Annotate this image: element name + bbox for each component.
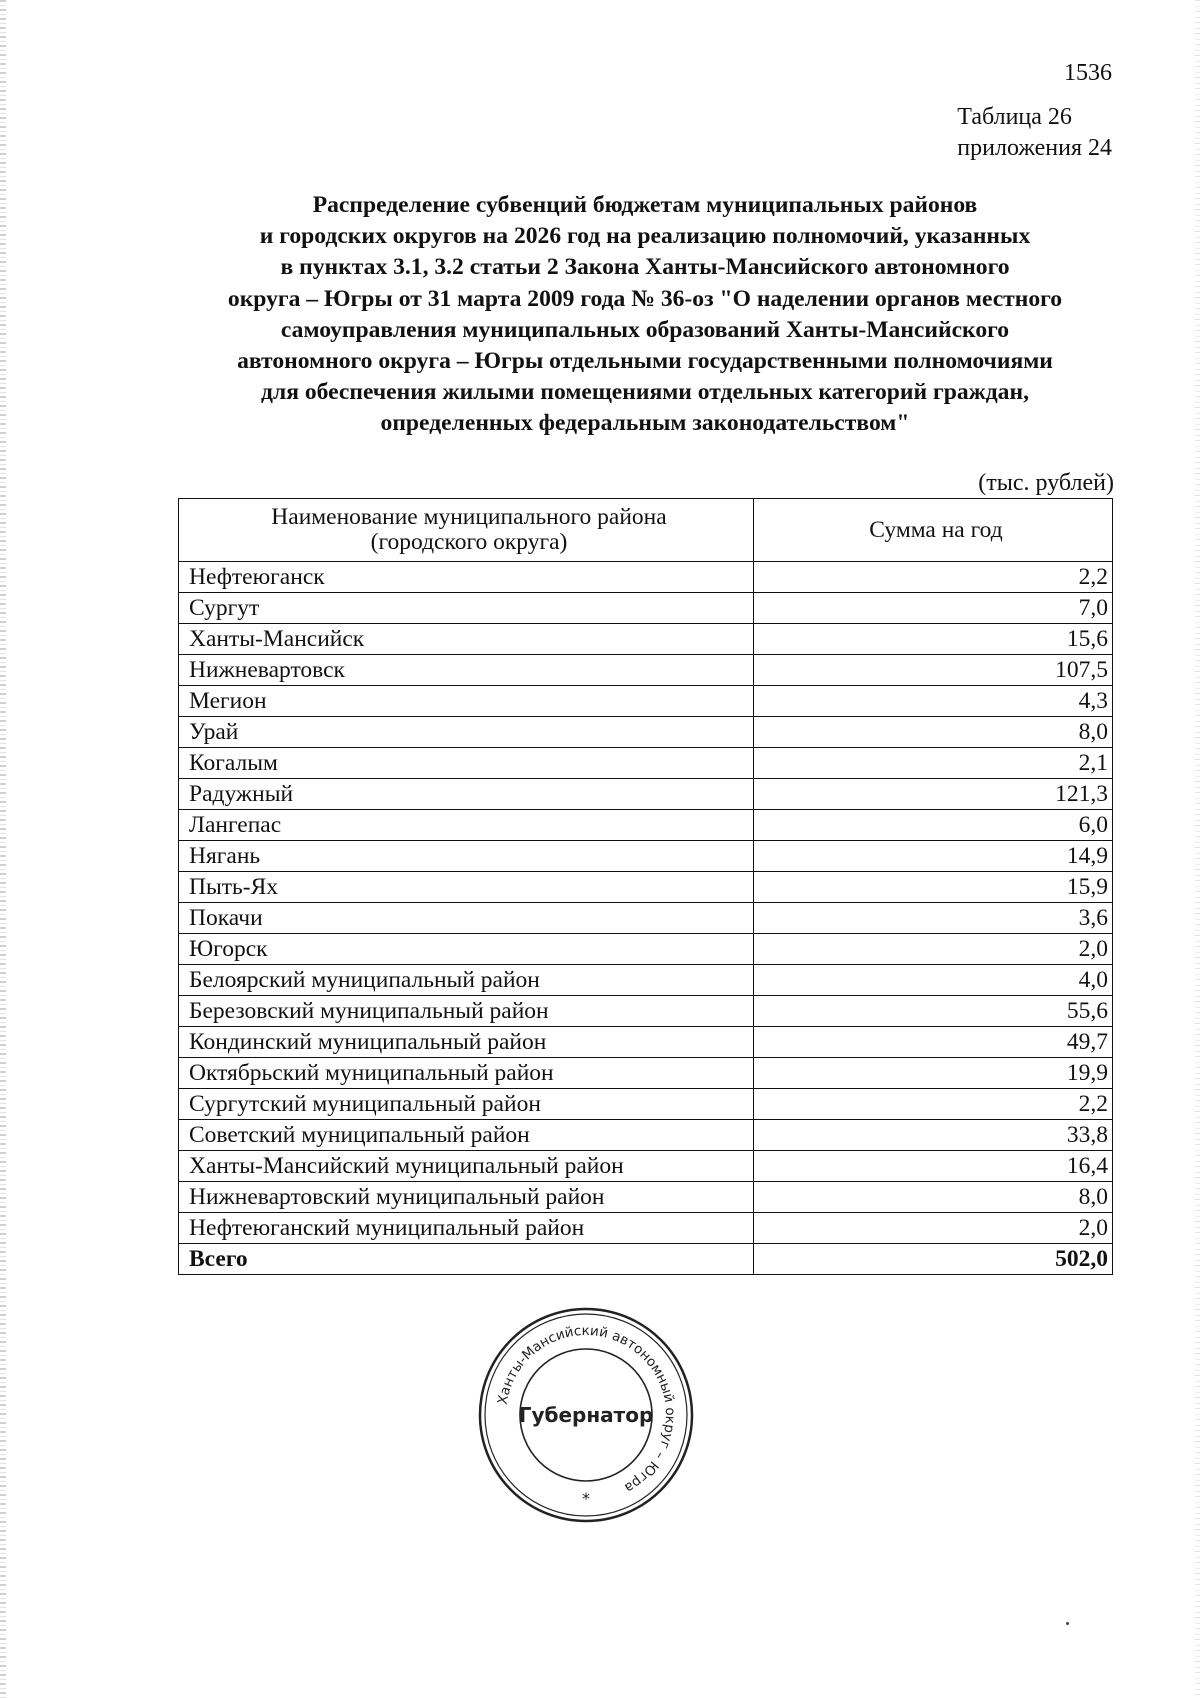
title-line: определенных федеральным законодательством" [380, 410, 910, 437]
municipality-name: Сургутский муниципальный район [179, 1089, 754, 1120]
total-label: Всего [179, 1244, 754, 1275]
municipality-name: Нягань [179, 841, 754, 872]
municipality-name: Лангепас [179, 810, 754, 841]
amount-value: 2,2 [754, 562, 1113, 593]
amount-value: 14,9 [754, 841, 1113, 872]
amount-value: 33,8 [754, 1120, 1113, 1151]
table-row [179, 965, 1113, 996]
amount-value: 2,0 [754, 1213, 1113, 1244]
municipality-name: Сургут [179, 593, 754, 624]
table-row [179, 872, 1113, 903]
total-value: 502,0 [754, 1244, 1113, 1275]
amount-value: 19,9 [754, 1058, 1113, 1089]
table-row [179, 686, 1113, 717]
amount-value: 121,3 [754, 779, 1113, 810]
title-line: автономного округа – Югры отдельными государственными полномочиями [237, 348, 1053, 375]
municipality-name: Пыть-Ях [179, 872, 754, 903]
seal-center-text: Губернатор [518, 1403, 654, 1427]
table-row [179, 717, 1113, 748]
amount-value: 55,6 [754, 996, 1113, 1027]
municipality-name: Нефтеюганский муниципальный район [179, 1213, 754, 1244]
amount-value: 49,7 [754, 1027, 1113, 1058]
table-row [179, 1213, 1113, 1244]
municipality-name: Радужный [179, 779, 754, 810]
table-row [179, 1058, 1113, 1089]
municipality-name: Мегион [179, 686, 754, 717]
table-row [179, 593, 1113, 624]
header-name [179, 499, 754, 562]
table-row [179, 779, 1113, 810]
amount-value: 16,4 [754, 1151, 1113, 1182]
amount-value: 7,0 [754, 593, 1113, 624]
amount-value: 4,3 [754, 686, 1113, 717]
table-row [179, 1120, 1113, 1151]
scan-edge-right [1195, 0, 1200, 1698]
table-row [179, 903, 1113, 934]
title-line: и городских округов на 2026 год на реализацию полномочий, указанных [259, 223, 1031, 250]
document-title [175, 190, 1115, 440]
municipality-name: Белоярский муниципальный район [179, 965, 754, 996]
municipality-name: Югорск [179, 934, 754, 965]
scan-edge-left [0, 0, 6, 1698]
seal-star: * [582, 1489, 590, 1508]
amount-value: 6,0 [754, 810, 1113, 841]
table-row [179, 655, 1113, 686]
annex-reference [957, 102, 1112, 164]
municipality-name: Советский муниципальный район [179, 1120, 754, 1151]
title-line: округа – Югры от 31 марта 2009 года № 36-оз "О наделении органов местного [227, 285, 1063, 312]
table-row [179, 562, 1113, 593]
header-name-line2: (городского округа) [370, 529, 568, 555]
amount-value: 3,6 [754, 903, 1113, 934]
table-row [179, 996, 1113, 1027]
table-header-row [179, 499, 1113, 562]
amount-value: 2,0 [754, 934, 1113, 965]
amount-value: 2,2 [754, 1089, 1113, 1120]
table-row [179, 841, 1113, 872]
municipality-name: Когалым [179, 748, 754, 779]
table-row [179, 1027, 1113, 1058]
table-reference: Таблица 26 [957, 104, 1072, 130]
table-row [179, 1089, 1113, 1120]
amount-value: 4,0 [754, 965, 1113, 996]
municipality-name: Нижневартовск [179, 655, 754, 686]
title-line: Распределение субвенций бюджетам муниципальных районов [312, 192, 978, 218]
title-line: для обеспечения жилыми помещениями отдельных категорий граждан, [261, 379, 1029, 406]
municipality-name: Ханты-Мансийск [179, 624, 754, 655]
table-row [179, 1182, 1113, 1213]
title-line: самоуправления муниципальных образований Ханты-Мансийского [280, 316, 1010, 343]
municipality-name: Березовский муниципальный район [179, 996, 754, 1027]
municipality-name: Октябрьский муниципальный район [179, 1058, 754, 1089]
table-row [179, 624, 1113, 655]
annex-number: приложения 24 [957, 135, 1112, 161]
total-row [179, 1244, 1113, 1275]
amount-value: 2,1 [754, 748, 1113, 779]
municipality-name: Ханты-Мансийский муниципальный район [179, 1151, 754, 1182]
municipality-name: Покачи [179, 903, 754, 934]
page-number: 1536 [1064, 60, 1112, 86]
governor-seal [476, 1305, 696, 1525]
municipality-name: Урай [179, 717, 754, 748]
header-amount: Сумма на год [754, 499, 1113, 562]
municipality-name: Кондинский муниципальный район [179, 1027, 754, 1058]
table-row [179, 810, 1113, 841]
amount-value: 8,0 [754, 1182, 1113, 1213]
municipality-name: Нижневартовский муниципальный район [179, 1182, 754, 1213]
table-row [179, 748, 1113, 779]
subvention-table [178, 498, 1113, 1275]
amount-value: 107,5 [754, 655, 1113, 686]
unit-label: (тыс. рублей) [978, 470, 1114, 496]
table-row [179, 1151, 1113, 1182]
header-name-line1: Наименование муниципального района [271, 504, 667, 530]
scan-speck [1066, 1622, 1069, 1625]
seal-ring-text: Ханты-Мансийский автономный округ – Югра [494, 1322, 679, 1496]
amount-value: 15,9 [754, 872, 1113, 903]
amount-value: 8,0 [754, 717, 1113, 748]
amount-value: 15,6 [754, 624, 1113, 655]
table-row [179, 934, 1113, 965]
municipality-name: Нефтеюганск [179, 562, 754, 593]
title-line: в пунктах 3.1, 3.2 статьи 2 Закона Ханты-Мансийского автономного [280, 254, 1010, 281]
